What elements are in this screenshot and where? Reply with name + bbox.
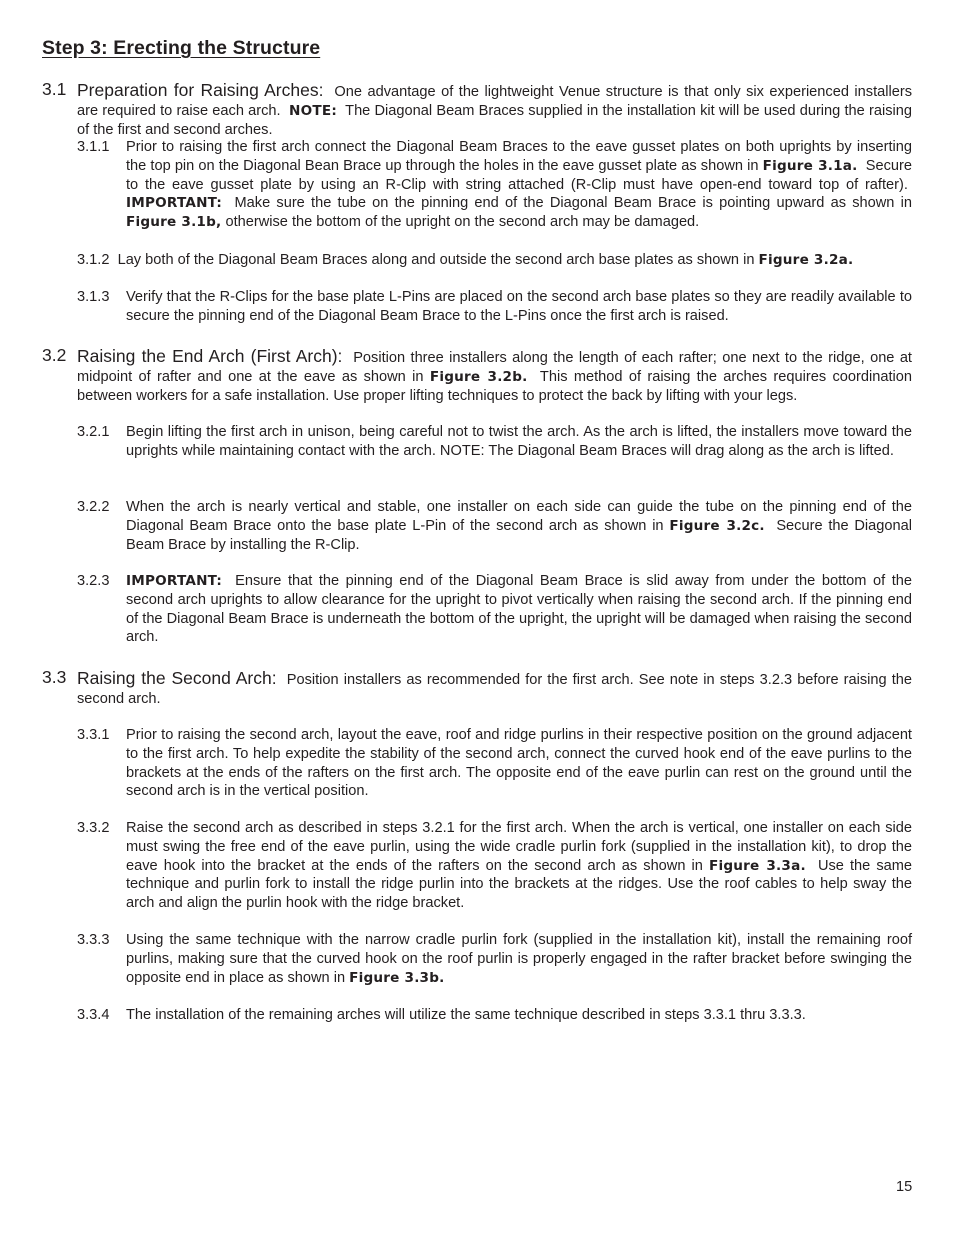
paragraph-text: Position installers as recommended for the first arch. See note in steps 3.2.3 before raising the second arch. bbox=[77, 672, 912, 707]
step-3-2-3 bbox=[77, 572, 912, 647]
figure-reference: Figure 3.2a. bbox=[758, 252, 854, 268]
figure-reference: Figure 3.2c. bbox=[669, 517, 765, 534]
paragraph-text: otherwise the bottom of the upright on the second arch may be damaged. bbox=[225, 214, 700, 231]
paragraph-text: Make sure the tube on the pinning end of the Diagonal Beam Brace is pointing upward as shown in bbox=[234, 195, 912, 212]
figure-reference: Figure 3.1a. bbox=[762, 157, 858, 174]
important-label: IMPORTANT: bbox=[126, 195, 223, 212]
paragraph-text: Position three installers along the length of each rafter; one next to the ridge, one at midpoint of rafter and one at the eave as shown in bbox=[77, 350, 912, 385]
paragraph-text: Secure the Diagonal Beam Brace by installing the R-Clip. bbox=[126, 517, 913, 553]
step-3-1-3 bbox=[77, 288, 912, 326]
page-title: Step 3: Erecting the Structure bbox=[42, 37, 321, 59]
page-number: 15 bbox=[896, 1179, 913, 1195]
step-3-1-2 bbox=[77, 251, 912, 270]
section-heading: Raising the Second Arch: bbox=[77, 668, 277, 688]
step-number: 3.3.3 bbox=[77, 932, 110, 948]
section-heading: Raising the End Arch (First Arch): bbox=[77, 346, 343, 366]
step-3-1-1 bbox=[77, 138, 912, 232]
paragraph-text: When the arch is nearly vertical and stable, one installer on each side can guide the tube on the pinning end of the Diagonal Beam Brace onto the base plate L-Pin of the second arch as shown in bbox=[126, 499, 912, 534]
paragraph-text: Prior to raising the first arch connect the Diagonal Beam Braces to the eave gusset plates on both uprights by inserting the top pin on the Diagonal Bean Brace up through the holes in the eave gusset plate as shown in bbox=[126, 139, 912, 174]
step-number: 3.2.2 bbox=[77, 499, 110, 515]
figure-reference: Figure 3.3b. bbox=[349, 969, 445, 986]
step-number: 3.1.2 bbox=[77, 252, 110, 268]
section-number: 3.3 bbox=[42, 667, 67, 687]
step-3-2-1 bbox=[77, 423, 912, 461]
section-heading: Preparation for Raising Arches: bbox=[77, 80, 324, 100]
section-3-3 bbox=[42, 669, 912, 709]
step-number: 3.1.1 bbox=[77, 139, 110, 155]
step-3-3-1 bbox=[77, 726, 912, 801]
step-3-3-4 bbox=[77, 1006, 912, 1025]
paragraph-text: Use the same technique and purlin fork to install the ridge purlin into the brackets at the ridges. Use the roof cables to help sway the arch and align the purlin hook with the ridge bracket. bbox=[126, 857, 913, 912]
step-number: 3.3.2 bbox=[77, 820, 110, 836]
step-3-3-2 bbox=[77, 819, 912, 913]
step-number: 3.3.1 bbox=[77, 727, 110, 743]
figure-reference: Figure 3.3a. bbox=[708, 857, 806, 874]
step-3-3-3 bbox=[77, 931, 912, 987]
figure-reference: Figure 3.2b. bbox=[429, 368, 528, 385]
step-number: 3.2.1 bbox=[77, 424, 110, 440]
paragraph-text: This method of raising the arches requires coordination between workers for a safe installation. Use proper lifting techniques to protect the back by lifting with your legs. bbox=[77, 368, 912, 404]
step-number: 3.3.4 bbox=[77, 1007, 110, 1023]
paragraph-text: Verify that the R-Clips for the base plate L-Pins are placed on the second arch base plates so they are readily available to secure the pinning end of the Diagonal Beam Brace to the L-Pins once the first arch is raised. bbox=[126, 289, 912, 324]
section-number: 3.1 bbox=[42, 79, 67, 99]
paragraph-text: Raise the second arch as described in steps 3.2.1 for the first arch. When the arch is vertical, one installer on each side must swing the free end of the eave purlin, using the wide cradle purlin fork (supplied in the installation kit), to drop the eave hook into the bracket at the ends of the rafters on the second arch as shown in bbox=[126, 820, 912, 874]
paragraph-text: The installation of the remaining arches will utilize the same technique described in steps 3.3.1 thru 3.3.3. bbox=[126, 1007, 806, 1023]
step-number: 3.1.3 bbox=[77, 289, 110, 305]
section-number: 3.2 bbox=[42, 345, 67, 365]
step-number: 3.2.3 bbox=[77, 573, 110, 589]
paragraph-text: Begin lifting the first arch in unison, being careful not to twist the arch. As the arch is lifted, the installers move toward the uprights while maintaining contact with the arch. NOTE: The Diagonal Beam Braces will drag along as the arch is lifted. bbox=[126, 424, 912, 459]
important-label: IMPORTANT: bbox=[126, 573, 223, 589]
paragraph-text: The Diagonal Beam Braces supplied in the installation kit will be used during the raising of the first and second arches. bbox=[77, 102, 912, 138]
figure-reference: Figure 3.1b, bbox=[126, 214, 222, 231]
note-label: NOTE: bbox=[289, 102, 337, 119]
section-3-1 bbox=[42, 81, 912, 139]
paragraph-text: Using the same technique with the narrow cradle purlin fork (supplied in the installation kit), install the remaining roof purlins, making sure that the curved hook on the roof purlin is properly engaged in the rafter bracket before swinging the opposite end in place as shown in bbox=[126, 932, 912, 986]
paragraph-text: Ensure that the pinning end of the Diagonal Beam Brace is slid away from under the bottom of the second arch uprights to allow clearance for the upright to pivot vertically when raising the second arch. If the pinning end of the Diagonal Beam Brace is underneath the bottom of the upright, the upright will be damaged when raising the second arch. bbox=[126, 573, 913, 646]
paragraph-text: Lay both of the Diagonal Beam Braces along and outside the second arch base plates as shown in bbox=[117, 252, 755, 268]
paragraph-text: Secure to the eave gusset plate by using an R-Clip with string attached (R-Clip must have open-end toward top of rafter). bbox=[126, 157, 912, 193]
step-3-2-2 bbox=[77, 498, 912, 554]
section-3-2 bbox=[42, 347, 912, 405]
paragraph-text: Prior to raising the second arch, layout the eave, roof and ridge purlins in their respective position on the ground adjacent to the first arch. To help expedite the stability of the second arch, connect the curved hook end of the eave purlins to the brackets at the ends of the rafters on the first arch. The opposite end of the eave purlin can rest on the ground until the second arch is in the vertical position. bbox=[126, 727, 912, 800]
paragraph-text: One advantage of the lightweight Venue structure is that only six experienced installers are required to raise each arch. bbox=[77, 84, 912, 119]
